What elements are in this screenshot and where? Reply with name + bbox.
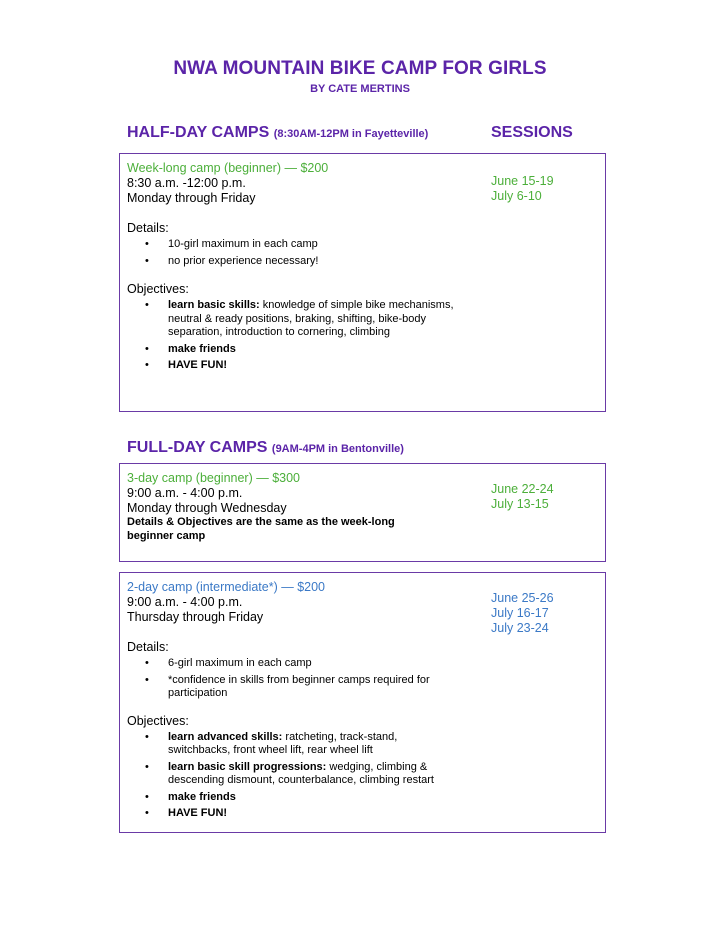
two-day-sessions — [491, 591, 554, 636]
full-day-heading-text: FULL-DAY CAMPS — [127, 439, 268, 456]
camp-days: Monday through Friday — [127, 191, 256, 205]
list-item: • 10-girl maximum in each camp — [145, 238, 318, 250]
session-date: June 22-24 — [491, 482, 554, 496]
sessions-heading: SESSIONS — [491, 124, 573, 141]
three-day-camp-content — [127, 471, 457, 543]
three-day-camp-box — [119, 463, 606, 562]
half-day-sessions — [491, 174, 554, 204]
session-date: June 25-26 — [491, 591, 554, 605]
details-label: Details: — [127, 221, 169, 235]
details-label: Details: — [127, 640, 169, 654]
camp-time: 8:30 a.m. -12:00 p.m. — [127, 176, 246, 190]
half-day-camp-box — [119, 153, 606, 412]
session-date: June 15-19 — [491, 174, 554, 188]
objectives-list — [127, 731, 457, 821]
session-date: July 6-10 — [491, 189, 542, 203]
list-item: • make friends — [145, 790, 236, 803]
session-date: July 13-15 — [491, 497, 549, 511]
session-date: July 16-17 — [491, 606, 549, 620]
half-day-heading-text: HALF-DAY CAMPS — [127, 124, 270, 141]
camp-time: 9:00 a.m. - 4:00 p.m. — [127, 486, 243, 500]
half-day-heading — [127, 124, 428, 142]
camp-days: Thursday through Friday — [127, 610, 264, 624]
camp-name: 3-day camp (beginner) — $300 — [127, 471, 301, 485]
list-item: • 6-girl maximum in each camp — [145, 657, 312, 669]
two-day-camp-content — [127, 580, 457, 824]
list-item: • *confidence in skills from beginner camps required for participation — [145, 673, 430, 699]
camp-name: 2-day camp (intermediate*) — $200 — [127, 580, 326, 594]
camp-name: Week-long camp (beginner) — $200 — [127, 161, 329, 175]
list-item: • HAVE FUN! — [145, 359, 228, 371]
page-subtitle: BY CATE MERTINS — [310, 83, 410, 95]
full-day-heading — [127, 439, 404, 457]
objectives-list — [127, 299, 457, 373]
list-item: • no prior experience necessary! — [145, 254, 319, 267]
list-item: • learn basic skills: knowledge of simple bike mechanisms, neutral & ready positions, braking, shifting, bike-body separation, introduction to cornering, climbing — [145, 299, 454, 338]
list-item: • make friends — [145, 342, 236, 355]
list-item: • learn advanced skills: ratcheting, track-stand, switchbacks, front wheel lift, rear wheel lift — [145, 730, 398, 756]
objectives-label: Objectives: — [127, 713, 189, 728]
full-day-note: (9AM-4PM in Bentonville) — [271, 443, 404, 455]
page-title: NWA MOUNTAIN BIKE CAMP FOR GIRLS — [173, 58, 547, 79]
three-day-sessions — [491, 482, 554, 512]
details-list — [127, 238, 457, 268]
half-day-camp-content — [127, 161, 457, 376]
details-list — [127, 657, 457, 701]
session-date: July 23-24 — [491, 621, 549, 635]
list-item: • learn basic skill progressions: wedging, climbing & descending dismount, counterbalance, climbing restart — [145, 760, 434, 786]
list-item: • HAVE FUN! — [145, 807, 228, 819]
camp-note: Details & Objectives are the same as the week-long beginner camp — [127, 516, 395, 542]
camp-days: Monday through Wednesday — [127, 501, 287, 515]
half-day-note: (8:30AM-12PM in Fayetteville) — [273, 128, 429, 140]
camp-time: 9:00 a.m. - 4:00 p.m. — [127, 595, 243, 609]
objectives-label: Objectives: — [127, 282, 189, 296]
two-day-camp-box — [119, 572, 606, 833]
